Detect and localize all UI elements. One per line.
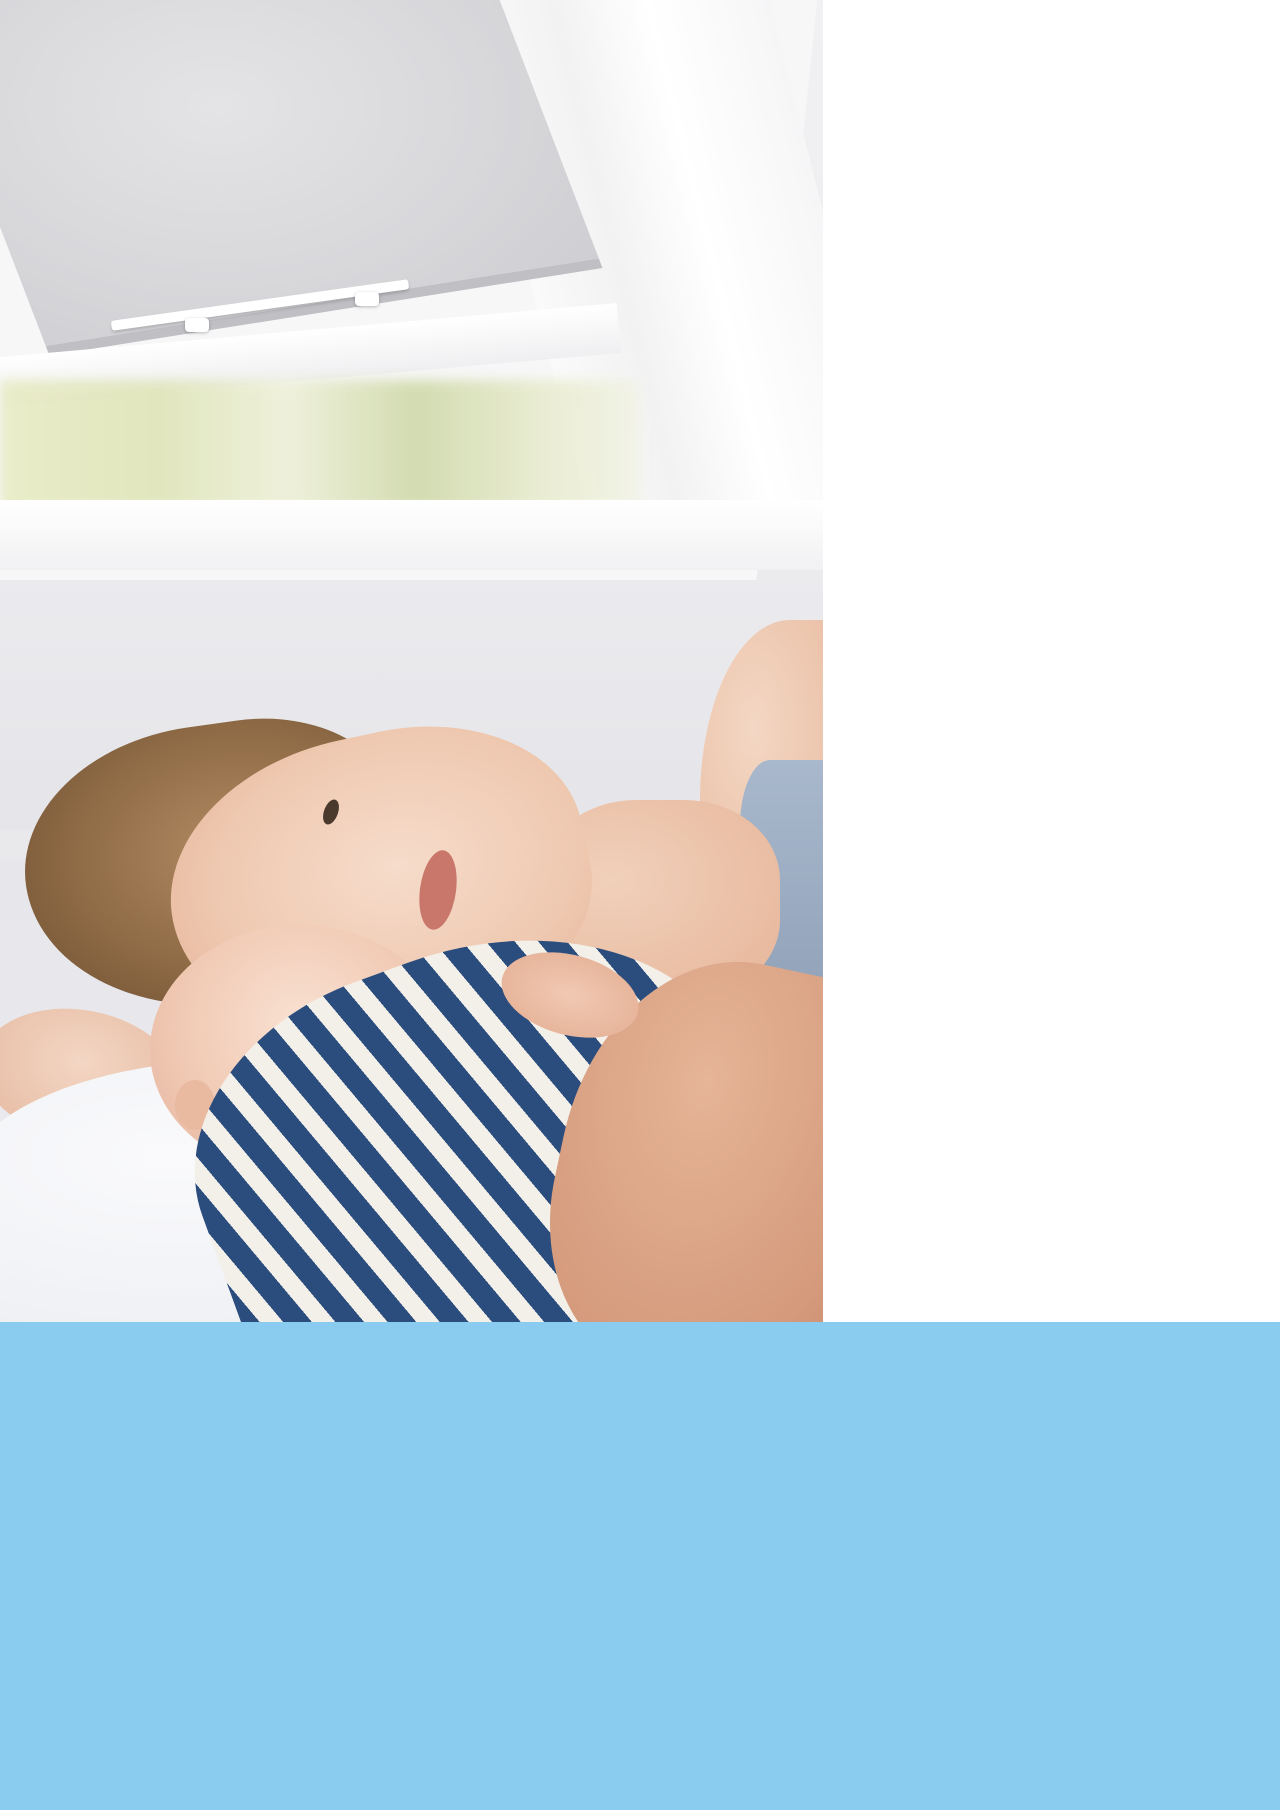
window-sill: [0, 500, 823, 570]
info-column-showroom: [853, 1357, 1233, 1379]
table-of-contents: [853, 78, 1263, 123]
hero-photo: [0, 0, 823, 1322]
blind-clip: [355, 292, 379, 306]
color-marker-icon: [20, 20, 28, 28]
outside-greenery: [0, 380, 640, 510]
info-column-installers: [487, 1357, 827, 1379]
blind-clip: [185, 318, 209, 332]
info-column-buy: [122, 1357, 462, 1379]
info-footer: [0, 1322, 1280, 1810]
